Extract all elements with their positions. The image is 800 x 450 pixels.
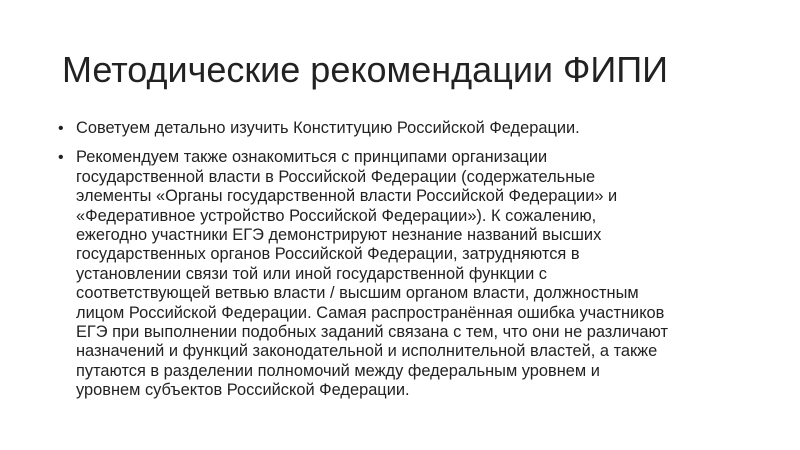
bullet-text-line: установлении связи той или иной государственной функции с — [76, 264, 547, 283]
bullet-dot-icon: • — [58, 149, 64, 167]
slide-title: Методические рекомендации ФИПИ — [62, 49, 669, 90]
bullet-text-line: уровнем субъектов Российской Федерации. — [76, 381, 410, 400]
bullet-text-line: государственных органов Российской Федерации, затрудняются в — [76, 245, 580, 264]
bullet-text-line: Рекомендуем также ознакомиться с принципами организации — [76, 148, 548, 167]
bullet-item-recommendation — [56, 148, 746, 400]
bullet-text-line: путаются в разделении полномочий между федеральным уровнем и — [76, 361, 600, 380]
bullet-list — [56, 119, 746, 401]
bullet-text-line: лицом Российской Федерации. Самая распространённая ошибка участников — [76, 303, 665, 322]
bullet-text-line: назначений и функций законодательной и исполнительной властей, а также — [76, 342, 658, 361]
bullet-dot-icon: • — [58, 120, 64, 137]
bullet-item-constitution — [56, 119, 746, 138]
bullet-text-line: ежегодно участники ЕГЭ демонстрируют незнание названий высших — [76, 226, 602, 245]
bullet-text-line: элементы «Органы государственной власти Российской Федерации» и — [76, 187, 618, 206]
bullet-text-line: ЕГЭ при выполнении подобных заданий связана с тем, что они не различают — [76, 323, 668, 342]
bullet-text-line: «Федеративное устройство Российской Федерации»). К сожалению, — [76, 206, 597, 225]
bullet-text-line: государственной власти в Российской Федерации (содержательные — [76, 167, 596, 186]
bullet-text-line: соответствующей ветвью власти / высшим органом власти, должностным — [76, 284, 639, 303]
bullet-text-line: Советуем детально изучить Конституцию Российской Федерации. — [76, 119, 580, 137]
